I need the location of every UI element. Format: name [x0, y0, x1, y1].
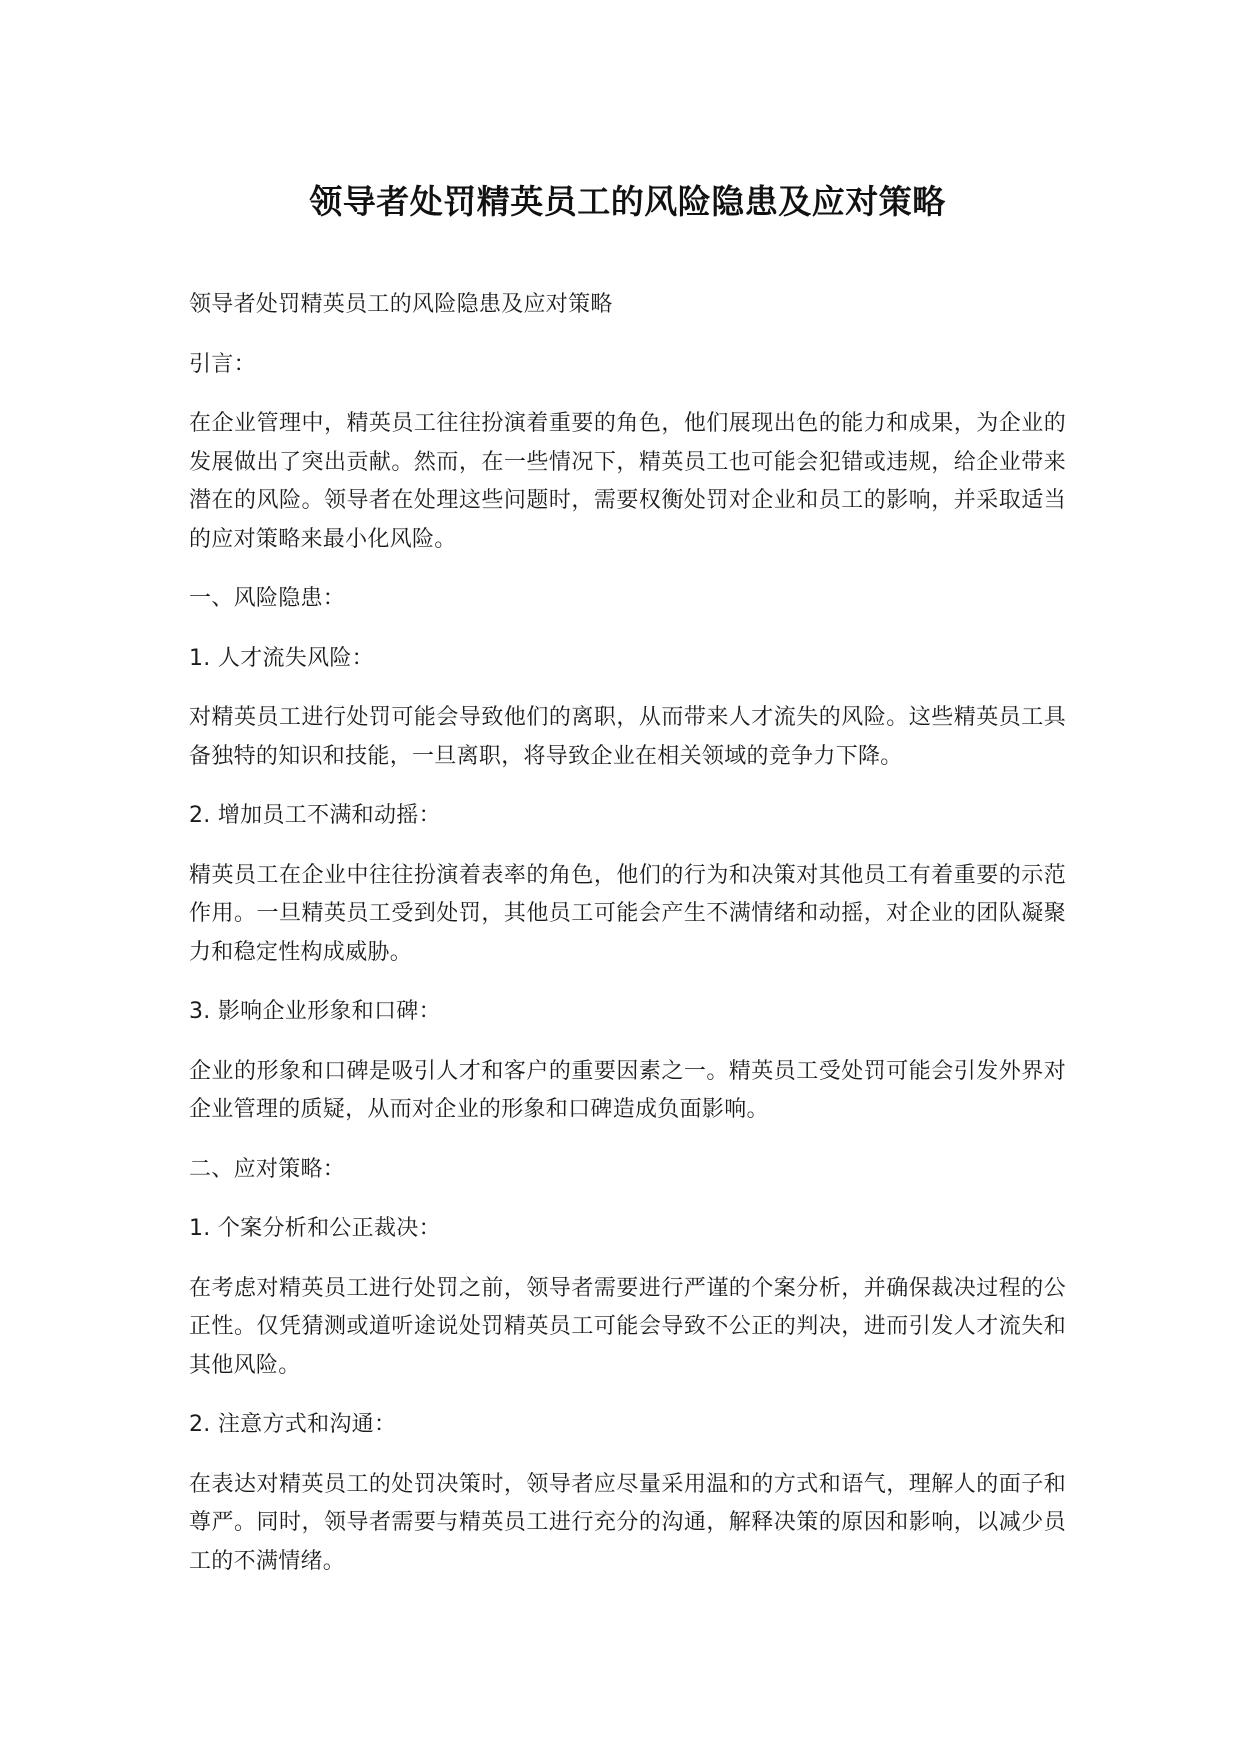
risk-1-heading: 1. 人才流失风险： — [189, 645, 374, 671]
strategy-2-paragraph: 在表达对精英员工的处罚决策时，领导者应尽量采用温和的方式和语气，理解人的面子和尊严。同时，领导者需要与精英员工进行充分的沟通，解释决策的原因和影响，以减少员工的不满情绪。 — [189, 1471, 1066, 1574]
risk-1-paragraph: 对精英员工进行处罚可能会导致他们的离职，从而带来人才流失的风险。这些精英员工具备独特的知识和技能，一旦离职，将导致企业在相关领域的竞争力下降。 — [189, 705, 1066, 769]
risk-2-heading: 2. 增加员工不满和动摇： — [189, 803, 441, 828]
risk-2-paragraph: 精英员工在企业中往往扮演着表率的角色，他们的行为和决策对其他员工有着重要的示范作用。一旦精英员工受到处罚，其他员工可能会产生不满情绪和动摇，对企业的团队凝聚力和稳定性构成威胁。 — [189, 862, 1066, 965]
intro-heading: 引言： — [189, 351, 256, 377]
intro-paragraph: 在企业管理中，精英员工往往扮演着重要的角色，他们展现出色的能力和成果，为企业的发展做出了突出贡献。然而，在一些情况下，精英员工也可能会犯错或违规，给企业带来潜在的风险。领导者在处理这些问题时，需要权衡处罚对企业和员工的影响，并采取适当的应对策略来最小化风险。 — [189, 411, 1066, 552]
section-heading-strategies: 二、应对策略： — [189, 1156, 346, 1182]
risk-3-paragraph: 企业的形象和口碑是吸引人才和客户的重要因素之一。精英员工受处罚可能会引发外界对企业管理的质疑，从而对企业的形象和口碑造成负面影响。 — [189, 1058, 1066, 1122]
strategy-2-heading: 2. 注意方式和沟通： — [189, 1412, 397, 1437]
document-title: 领导者处罚精英员工的风险隐患及应对策略 — [309, 182, 946, 221]
subtitle-paragraph: 领导者处罚精英员工的风险隐患及应对策略 — [189, 292, 613, 317]
strategy-1-paragraph: 在考虑对精英员工进行处罚之前，领导者需要进行严谨的个案分析，并确保裁决过程的公正性。仅凭猜测或道听途说处罚精英员工可能会导致不公正的判决，进而引发人才流失和其他风险。 — [189, 1275, 1066, 1378]
risk-3-heading: 3. 影响企业形象和口碑： — [189, 999, 441, 1024]
strategy-1-heading: 1. 个案分析和公正裁决： — [189, 1216, 441, 1241]
section-heading-risks: 一、风险隐患： — [189, 586, 346, 611]
